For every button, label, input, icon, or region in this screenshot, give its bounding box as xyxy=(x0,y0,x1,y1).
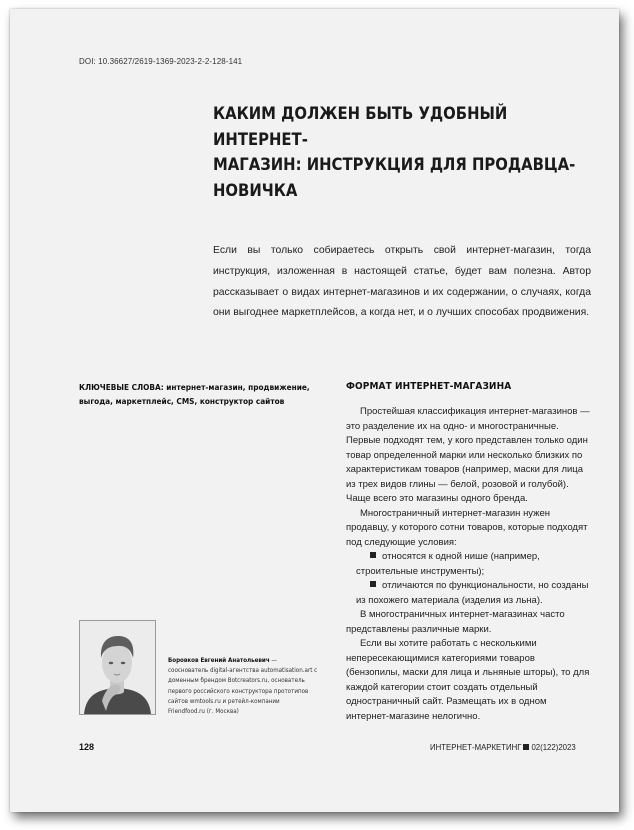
issue-number: 02(122)2023 xyxy=(531,743,576,752)
body-paragraph: Если вы хотите работать с несколькими непересекающимися категориями товаров (бензопилы, маски для лица и льняные шторы), то для каждой категории стоит создать отдельный одностраничный сайт. Размещать их в одном интернет-магазине нелогично. xyxy=(346,638,590,722)
bullet-item xyxy=(346,550,590,579)
separator-square-icon xyxy=(523,744,529,750)
article-title xyxy=(213,101,593,203)
bullet-square-icon xyxy=(370,552,376,558)
body-paragraph: В многостраничных интернет-магазинах часто представлены различные марки. xyxy=(346,609,565,635)
article-title-line: НОВИЧКА xyxy=(213,180,298,200)
section-heading: ФОРМАТ ИНТЕРНЕТ-МАГАЗИНА xyxy=(346,381,512,392)
article-abstract: Если вы только собираетесь открыть свой интернет-магазин, тогда инструкция, изложенная в настоящей статье, будет вам полезна. Автор рассказывает о видах интернет-магазинов и их содержании, о случаях, когда они выгоднее маркетплейсов, а когда нет, и о лучших способах продвижения. xyxy=(213,245,591,319)
author-portrait-image xyxy=(80,621,155,714)
author-bio-text: — сооснователь digital-агентства automatisation.art с доменным брендом Botcreators.ru, основатель первого российского конструктора прототипов сайтов wmtools.ru и ретейл-компании Friendfood.ru (г. Москва) xyxy=(168,657,318,716)
article-body xyxy=(346,405,590,724)
bullet-text: относятся к одной нише (например, строительные инструменты); xyxy=(356,551,540,577)
author-photo xyxy=(79,620,156,715)
page-number: 128 xyxy=(79,742,95,752)
keywords-label: КЛЮЧЕВЫЕ СЛОВА: xyxy=(79,382,164,392)
article-title-line: МАГАЗИН: ИНСТРУКЦИЯ ДЛЯ ПРОДАВЦА- xyxy=(213,155,576,174)
journal-name: ИНТЕРНЕТ-МАРКЕТИНГ xyxy=(430,743,522,752)
keywords-text: интернет-магазин, продвижение, выгода, маркетплейс, CMS, конструктор сайтов xyxy=(79,382,310,406)
author-name: Боровков Евгений Анатольевич xyxy=(168,657,270,664)
journal-page xyxy=(10,9,619,812)
bullet-item xyxy=(346,579,590,608)
bullet-square-icon xyxy=(370,581,376,587)
author-bio xyxy=(168,656,318,717)
body-paragraph: Многостраничный интернет-магазин нужен продавцу, у которого сотни товаров, которые подходят под следующие условия: xyxy=(346,507,588,548)
article-title-line: КАКИМ ДОЛЖЕН БЫТЬ УДОБНЫЙ ИНТЕРНЕТ- xyxy=(213,104,508,149)
doi-line: DOI: 10.36627/2619-1369-2023-2-2-128-141 xyxy=(79,57,243,66)
running-footer xyxy=(430,743,576,752)
keywords-block xyxy=(79,381,315,408)
bullet-text: отличаются по функциональности, но созданы из похожего материала (изделия из льна). xyxy=(356,580,589,606)
body-paragraph: Простейшая классификация интернет-магазинов — это разделение их на одно- и многостраничные. Первые подходят тем, у кого представлен только один товар определенной марки или несколько близких по характеристикам товаров (например, маски для лица из трех видов глины — белой, розовой и голубой). Чаще всего это магазины одного бренда. xyxy=(346,406,590,504)
